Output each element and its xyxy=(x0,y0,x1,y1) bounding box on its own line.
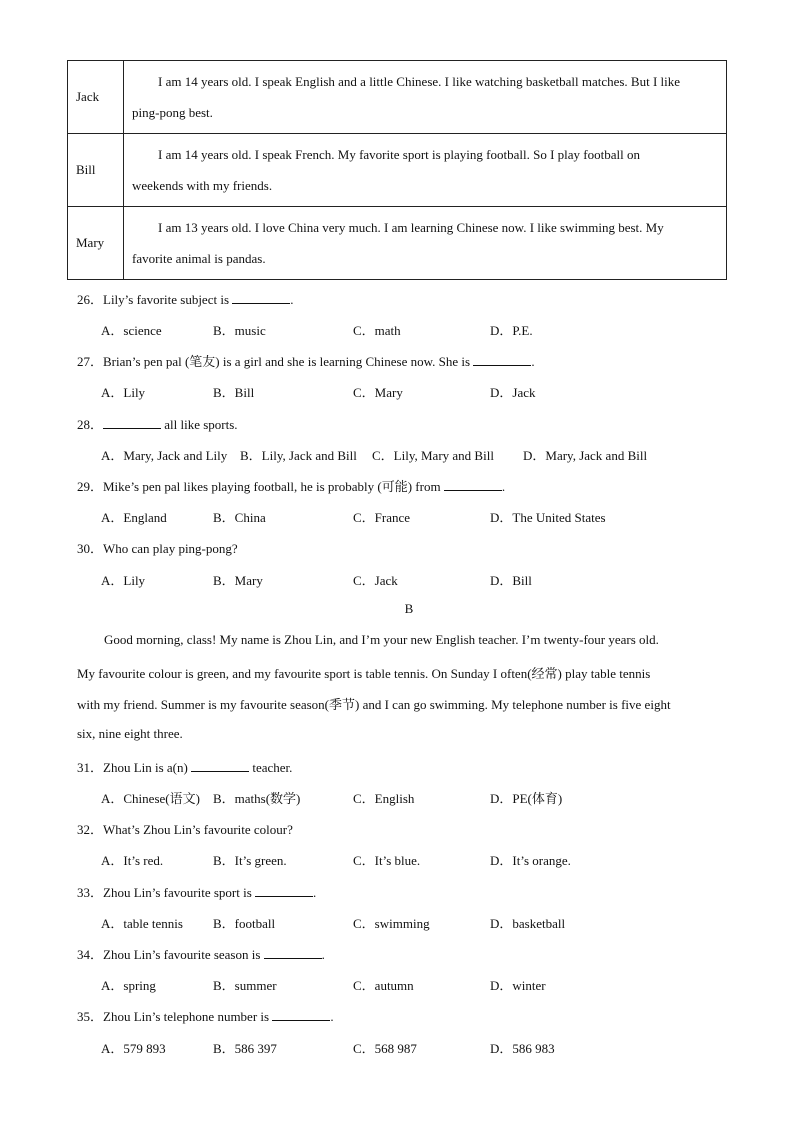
option-b: B．summer xyxy=(213,978,277,993)
passage-line: Good morning, class! My name is Zhou Lin, and I’m your new English teacher. I’m twenty-four years old. xyxy=(104,632,659,647)
answer-blank xyxy=(255,886,313,897)
option-a: A．579 893 xyxy=(101,1041,166,1056)
question-27: 27．Brian’s pen pal (笔友) is a girl and she is learning Chinese now. She is . xyxy=(77,354,535,369)
answer-blank xyxy=(272,1010,330,1021)
answer-blank xyxy=(232,293,290,304)
question-29: 29．Mike’s pen pal likes playing football, he is probably (可能) from . xyxy=(77,479,506,494)
option-a: A．Lily xyxy=(101,573,146,588)
question-28: 28． all like sports. xyxy=(77,417,238,432)
answer-blank xyxy=(264,948,322,959)
option-d: D．It’s orange. xyxy=(490,853,571,868)
option-b: B．China xyxy=(213,510,266,525)
option-d: D．winter xyxy=(490,978,546,993)
option-d: D．Bill xyxy=(490,573,532,588)
option-b: B．Bill xyxy=(213,385,255,400)
section-heading: B xyxy=(404,601,414,616)
option-b: B．maths(数学) xyxy=(213,791,301,806)
option-a: A．spring xyxy=(101,978,156,993)
option-a: A．Lily xyxy=(101,385,146,400)
option-a: A．It’s red. xyxy=(101,853,164,868)
question-30: 30．Who can play ping-pong? xyxy=(77,541,238,556)
option-b: B．football xyxy=(213,916,276,931)
pal-description: I am 14 years old. I speak French. My favorite sport is playing football. So I play football on weekends with my friends. xyxy=(124,134,727,207)
question-26: 26．Lily’s favorite subject is . xyxy=(77,292,294,307)
answer-blank xyxy=(191,761,249,772)
option-d: D．P.E. xyxy=(490,323,533,338)
option-b: B．Lily, Jack and Bill xyxy=(240,448,357,463)
option-a: A．table tennis xyxy=(101,916,183,931)
option-c: C．autumn xyxy=(353,978,414,993)
option-b: B．It’s green. xyxy=(213,853,287,868)
table-row xyxy=(68,134,727,207)
option-c: C．math xyxy=(353,323,401,338)
pen-pal-table xyxy=(67,60,727,280)
table-row xyxy=(68,207,727,280)
question-35: 35．Zhou Lin’s telephone number is . xyxy=(77,1009,334,1024)
option-d: D．Mary, Jack and Bill xyxy=(523,448,648,463)
option-d: D．The United States xyxy=(490,510,606,525)
question-34: 34．Zhou Lin’s favourite season is . xyxy=(77,947,325,962)
option-c: C．568 987 xyxy=(353,1041,417,1056)
passage-line: six, nine eight three. xyxy=(77,726,183,741)
pal-name: Bill xyxy=(68,134,124,207)
answer-blank xyxy=(444,480,502,491)
option-a: A．science xyxy=(101,323,162,338)
option-b: B．586 397 xyxy=(213,1041,277,1056)
option-d: D．586 983 xyxy=(490,1041,555,1056)
option-a: A．England xyxy=(101,510,167,525)
question-33: 33．Zhou Lin’s favourite sport is . xyxy=(77,885,317,900)
option-c: C．English xyxy=(353,791,415,806)
option-c: C．Mary xyxy=(353,385,403,400)
option-c: C．It’s blue. xyxy=(353,853,421,868)
question-32: 32．What’s Zhou Lin’s favourite colour? xyxy=(77,822,293,837)
passage-line: with my friend. Summer is my favourite season(季节) and I can go swimming. My telephone number is five eight xyxy=(77,697,671,712)
option-d: D．PE(体育) xyxy=(490,791,563,806)
option-c: C．swimming xyxy=(353,916,430,931)
option-b: B．music xyxy=(213,323,266,338)
option-a: A．Chinese(语文) xyxy=(101,791,200,806)
table-row xyxy=(68,61,727,134)
answer-blank xyxy=(473,355,531,366)
pal-name: Jack xyxy=(68,61,124,134)
option-a: A．Mary, Jack and Lily xyxy=(101,448,228,463)
pal-description: I am 13 years old. I love China very much. I am learning Chinese now. I like swimming best. My favorite animal is pandas. xyxy=(124,207,727,280)
option-d: D．Jack xyxy=(490,385,536,400)
passage-line: My favourite colour is green, and my favourite sport is table tennis. On Sunday I often(经常) play table tennis xyxy=(77,666,651,681)
option-c: C．Jack xyxy=(353,573,398,588)
option-d: D．basketball xyxy=(490,916,566,931)
option-c: C．France xyxy=(353,510,411,525)
option-b: B．Mary xyxy=(213,573,263,588)
option-c: C．Lily, Mary and Bill xyxy=(372,448,494,463)
pal-name: Mary xyxy=(68,207,124,280)
pal-description: I am 14 years old. I speak English and a little Chinese. I like watching basketball matches. But I like ping-pong best. xyxy=(124,61,727,134)
question-31: 31．Zhou Lin is a(n) teacher. xyxy=(77,760,293,775)
answer-blank xyxy=(103,418,161,429)
